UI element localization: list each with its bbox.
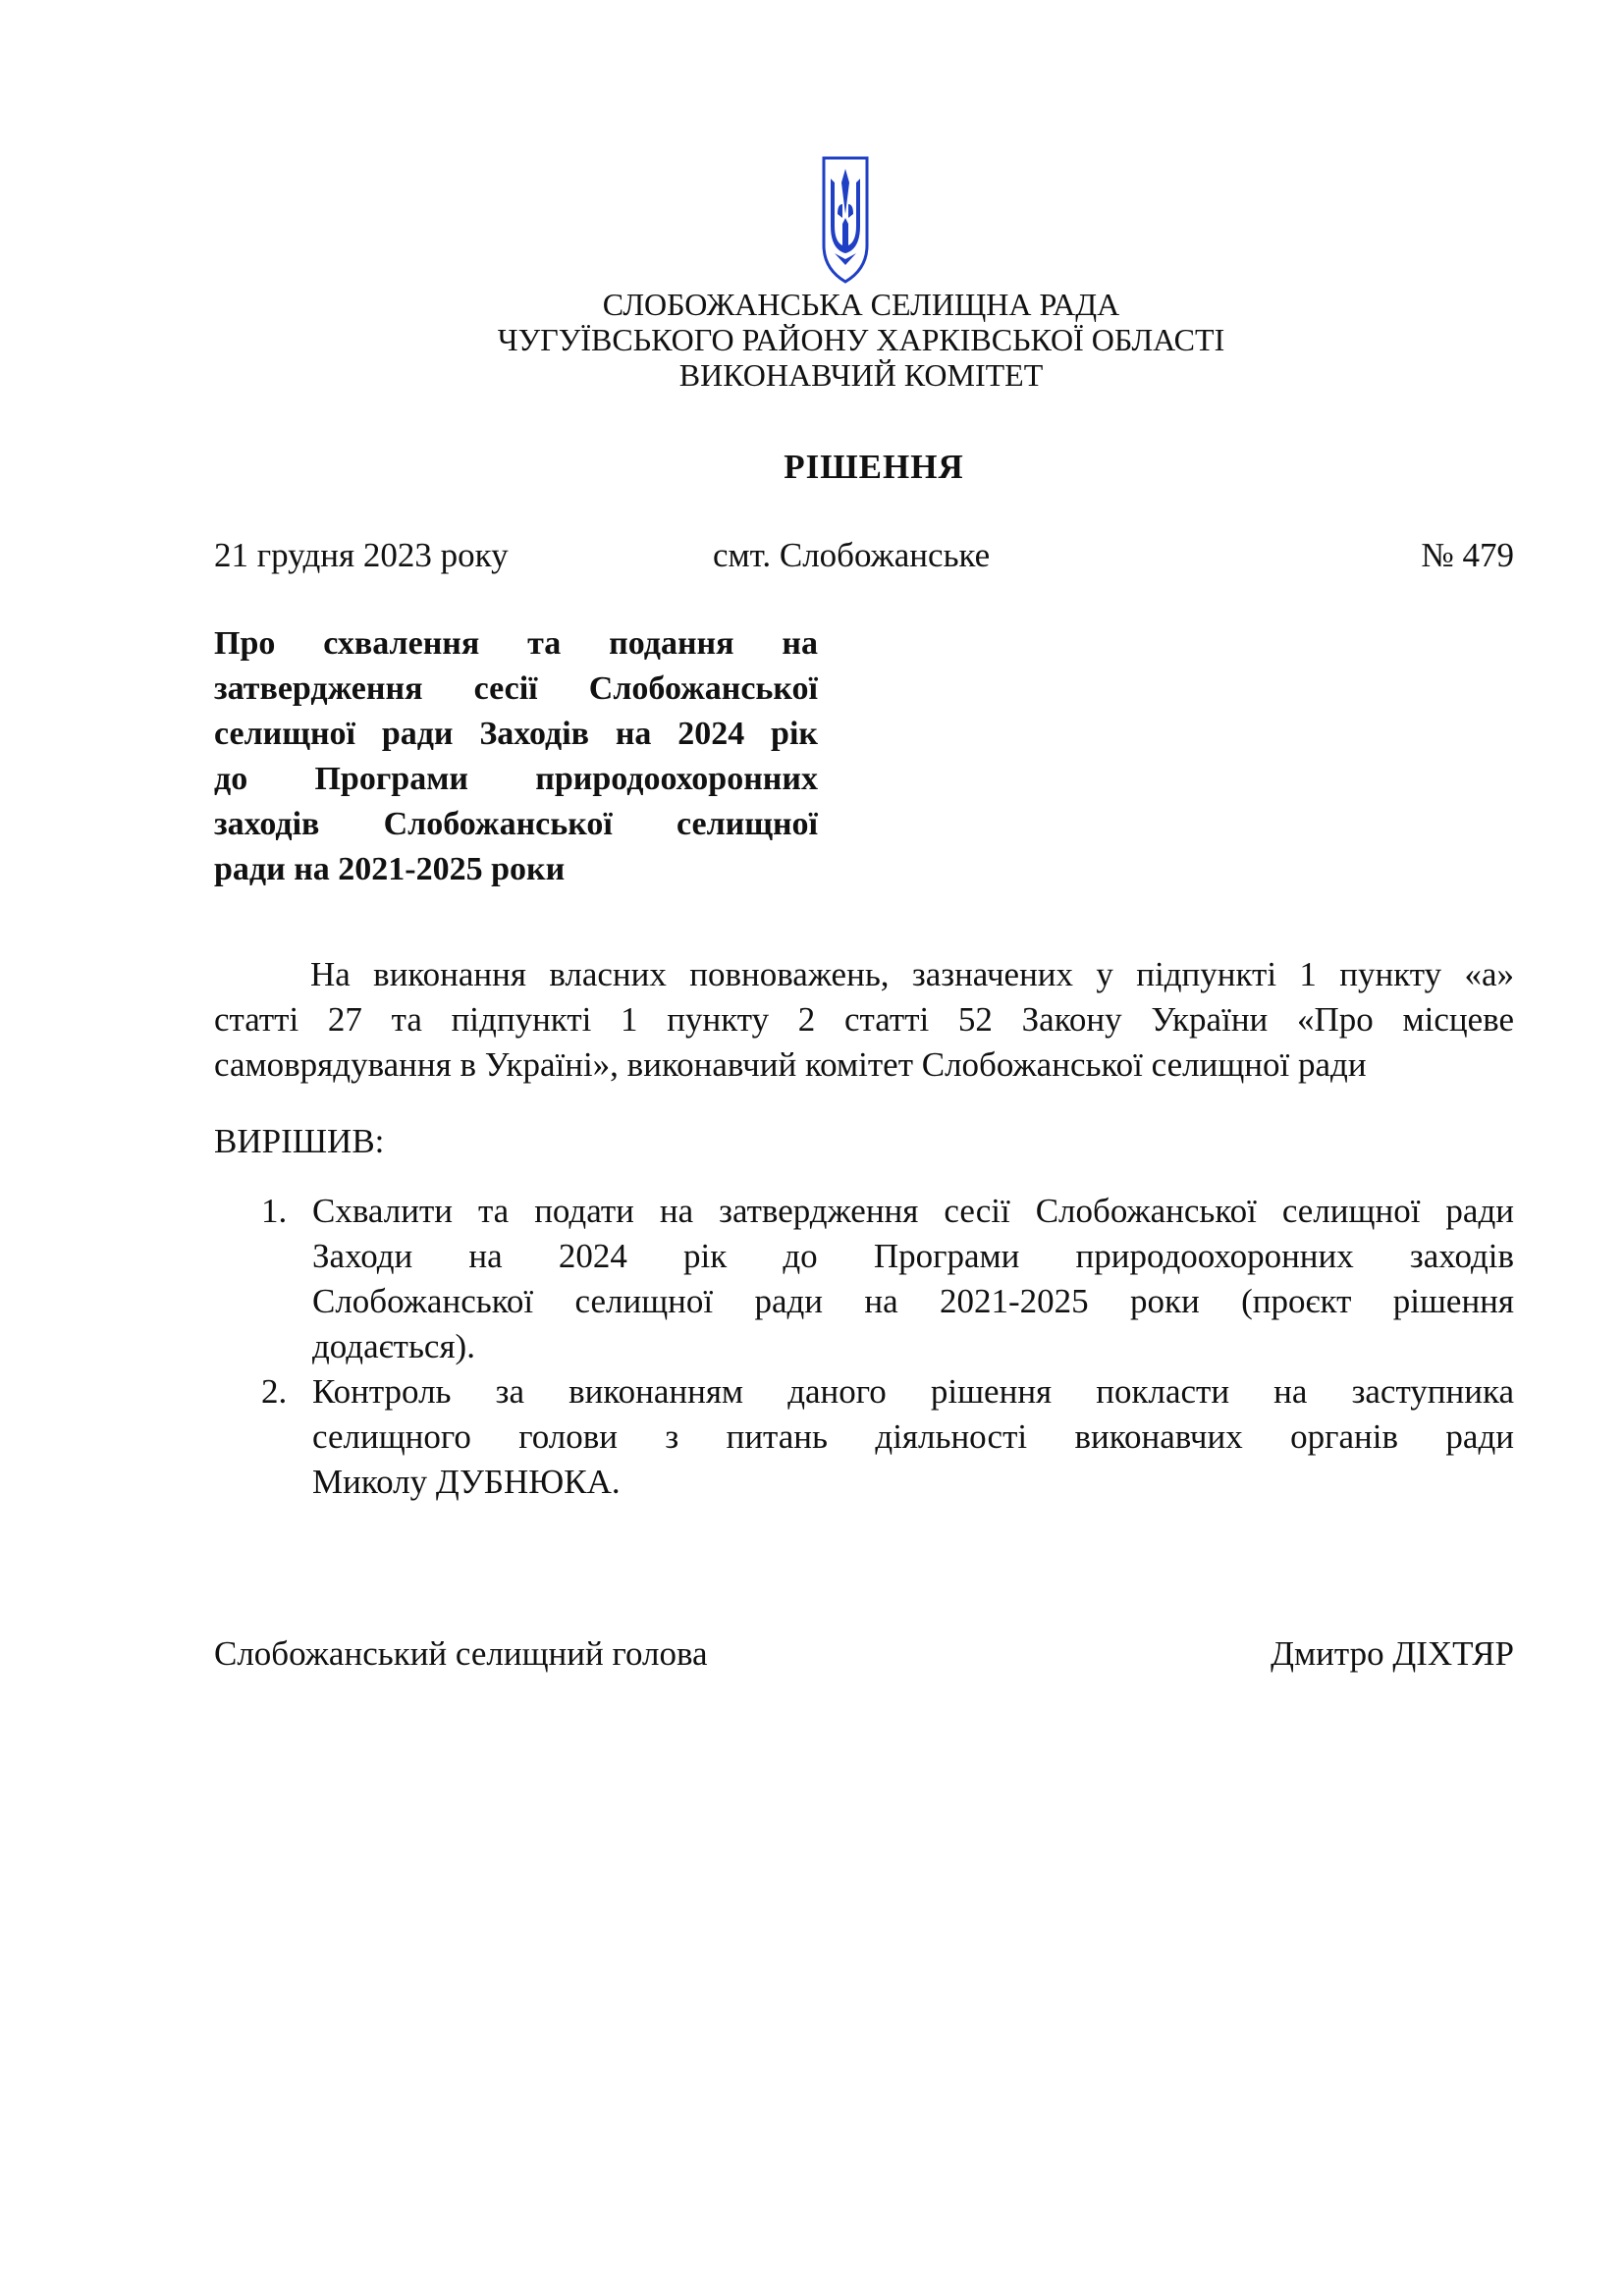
decided-heading: ВИРІШИВ:	[214, 1122, 385, 1160]
item-line: селищного голови з питань діяльності виконавчих органів ради	[312, 1417, 1514, 1456]
item-line: Слобожанської селищної ради на 2021-2025 роки (проєкт рішення	[312, 1282, 1514, 1320]
item-number: 1.	[261, 1192, 288, 1230]
subject-line: селищної ради Заходів на 2024 рік	[214, 716, 818, 752]
item-number: 2.	[261, 1372, 288, 1411]
item-line: Схвалити та подати на затвердження сесії Слобожанської селищної ради	[312, 1192, 1514, 1230]
decision-items	[214, 1189, 1514, 1505]
subject-line: Про схвалення та подання на	[214, 625, 818, 662]
trident-icon	[821, 155, 870, 285]
decision-date: 21 грудня 2023 року	[214, 536, 509, 574]
header-line-council: СЛОБОЖАНСЬКА СЕЛИЩНА РАДА	[602, 287, 1120, 322]
preamble-line: статті 27 та підпункті 1 пункту 2 статті 52 Закону України «Про місцеве	[214, 1000, 1514, 1039]
decision-item	[214, 1189, 1514, 1369]
signatory-title: Слобожанський селищний голова	[214, 1634, 708, 1673]
subject-line: заходів Слобожанської селищної	[214, 806, 818, 842]
preamble-paragraph	[214, 952, 1514, 1088]
preamble-line: самоврядування в Україні», виконавчий комітет Слобожанської селищної ради	[214, 1045, 1367, 1084]
header-line-committee: ВИКОНАВЧИЙ КОМІТЕТ	[678, 357, 1044, 393]
subject-line: затвердження сесії Слобожанської	[214, 670, 818, 707]
item-line: додається).	[312, 1327, 475, 1365]
document-title: РІШЕННЯ	[784, 448, 964, 486]
council-header	[0, 287, 1624, 393]
item-line: Миколу ДУБНЮКА.	[312, 1463, 621, 1501]
preamble-line: На виконання власних повноважень, зазначених у підпункті 1 пункту «а»	[310, 955, 1514, 993]
subject-line: до Програми природоохоронних	[214, 761, 818, 797]
item-line: Заходи на 2024 рік до Програми природоохоронних заходів	[312, 1237, 1514, 1275]
decision-subject	[214, 621, 818, 892]
signatory-name: Дмитро ДІХТЯР	[1271, 1634, 1514, 1673]
item-line: Контроль за виконанням даного рішення покласти на заступника	[312, 1372, 1514, 1411]
subject-line: ради на 2021-2025 роки	[214, 851, 566, 887]
decision-item	[214, 1369, 1514, 1505]
header-line-district: ЧУГУЇВСЬКОГО РАЙОНУ ХАРКІВСЬКОЇ ОБЛАСТІ	[497, 322, 1225, 357]
decision-place: смт. Слобожанське	[713, 536, 991, 574]
decision-number: № 479	[1421, 536, 1514, 574]
